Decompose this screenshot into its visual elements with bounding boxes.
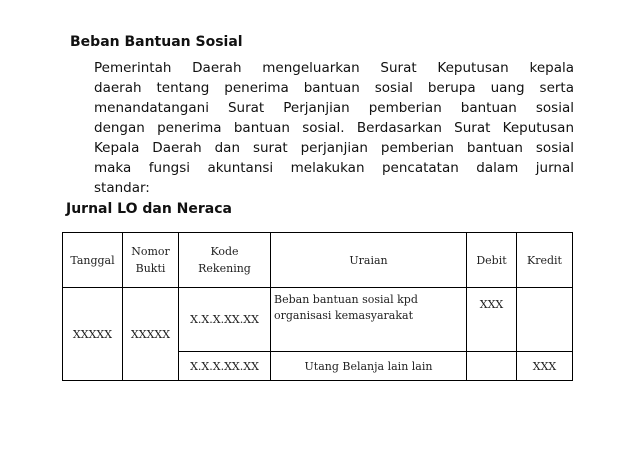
section-heading: Beban Bantuan Sosial xyxy=(70,34,243,50)
header-kode-line2: Rekening xyxy=(198,262,251,275)
table-header-row xyxy=(63,233,573,288)
header-uraian: Uraian xyxy=(271,233,467,288)
cell-debit xyxy=(467,352,517,381)
journal-subheading: Jurnal LO dan Neraca xyxy=(66,201,232,217)
uraian-line: Beban bantuan sosial kpd xyxy=(274,293,418,306)
paragraph-line: Pemerintah Daerah mengeluarkan Surat Keputusan kepala xyxy=(94,60,574,76)
paragraph-line: Kepala Daerah dan surat perjanjian pemberian bantuan sosial xyxy=(94,140,574,156)
header-debit: Debit xyxy=(467,233,517,288)
header-kredit: Kredit xyxy=(517,233,573,288)
header-tanggal: Tanggal xyxy=(63,233,123,288)
cell-uraian xyxy=(271,288,467,352)
uraian-line: organisasi kemasyarakat xyxy=(274,309,413,322)
description-paragraph xyxy=(94,58,574,198)
cell-kode: X.X.X.XX.XX xyxy=(179,352,271,381)
header-kode-line1: Kode xyxy=(210,245,239,258)
header-kode-rekening xyxy=(179,233,271,288)
header-nomor-line2: Bukti xyxy=(135,262,166,275)
header-nomor-line1: Nomor xyxy=(131,245,170,258)
paragraph-line: daerah tentang penerima bantuan sosial berupa uang serta xyxy=(94,80,574,96)
paragraph-line: maka fungsi akuntansi melakukan pencatatan dalam jurnal xyxy=(94,160,574,176)
paragraph-line: menandatangani Surat Perjanjian pemberian bantuan sosial xyxy=(94,100,574,116)
table-row xyxy=(63,288,573,352)
header-nomor-bukti xyxy=(123,233,179,288)
journal-table xyxy=(62,232,573,381)
cell-tanggal: XXXXX xyxy=(63,288,123,381)
cell-nomor-bukti: XXXXX xyxy=(123,288,179,381)
cell-uraian: Utang Belanja lain lain xyxy=(271,352,467,381)
cell-kredit xyxy=(517,288,573,352)
cell-kode: X.X.X.XX.XX xyxy=(179,288,271,352)
paragraph-line: standar: xyxy=(94,180,150,196)
cell-kredit: XXX xyxy=(517,352,573,381)
cell-debit: XXX xyxy=(467,288,517,352)
paragraph-line: dengan penerima bantuan sosial. Berdasarkan Surat Keputusan xyxy=(94,120,574,136)
